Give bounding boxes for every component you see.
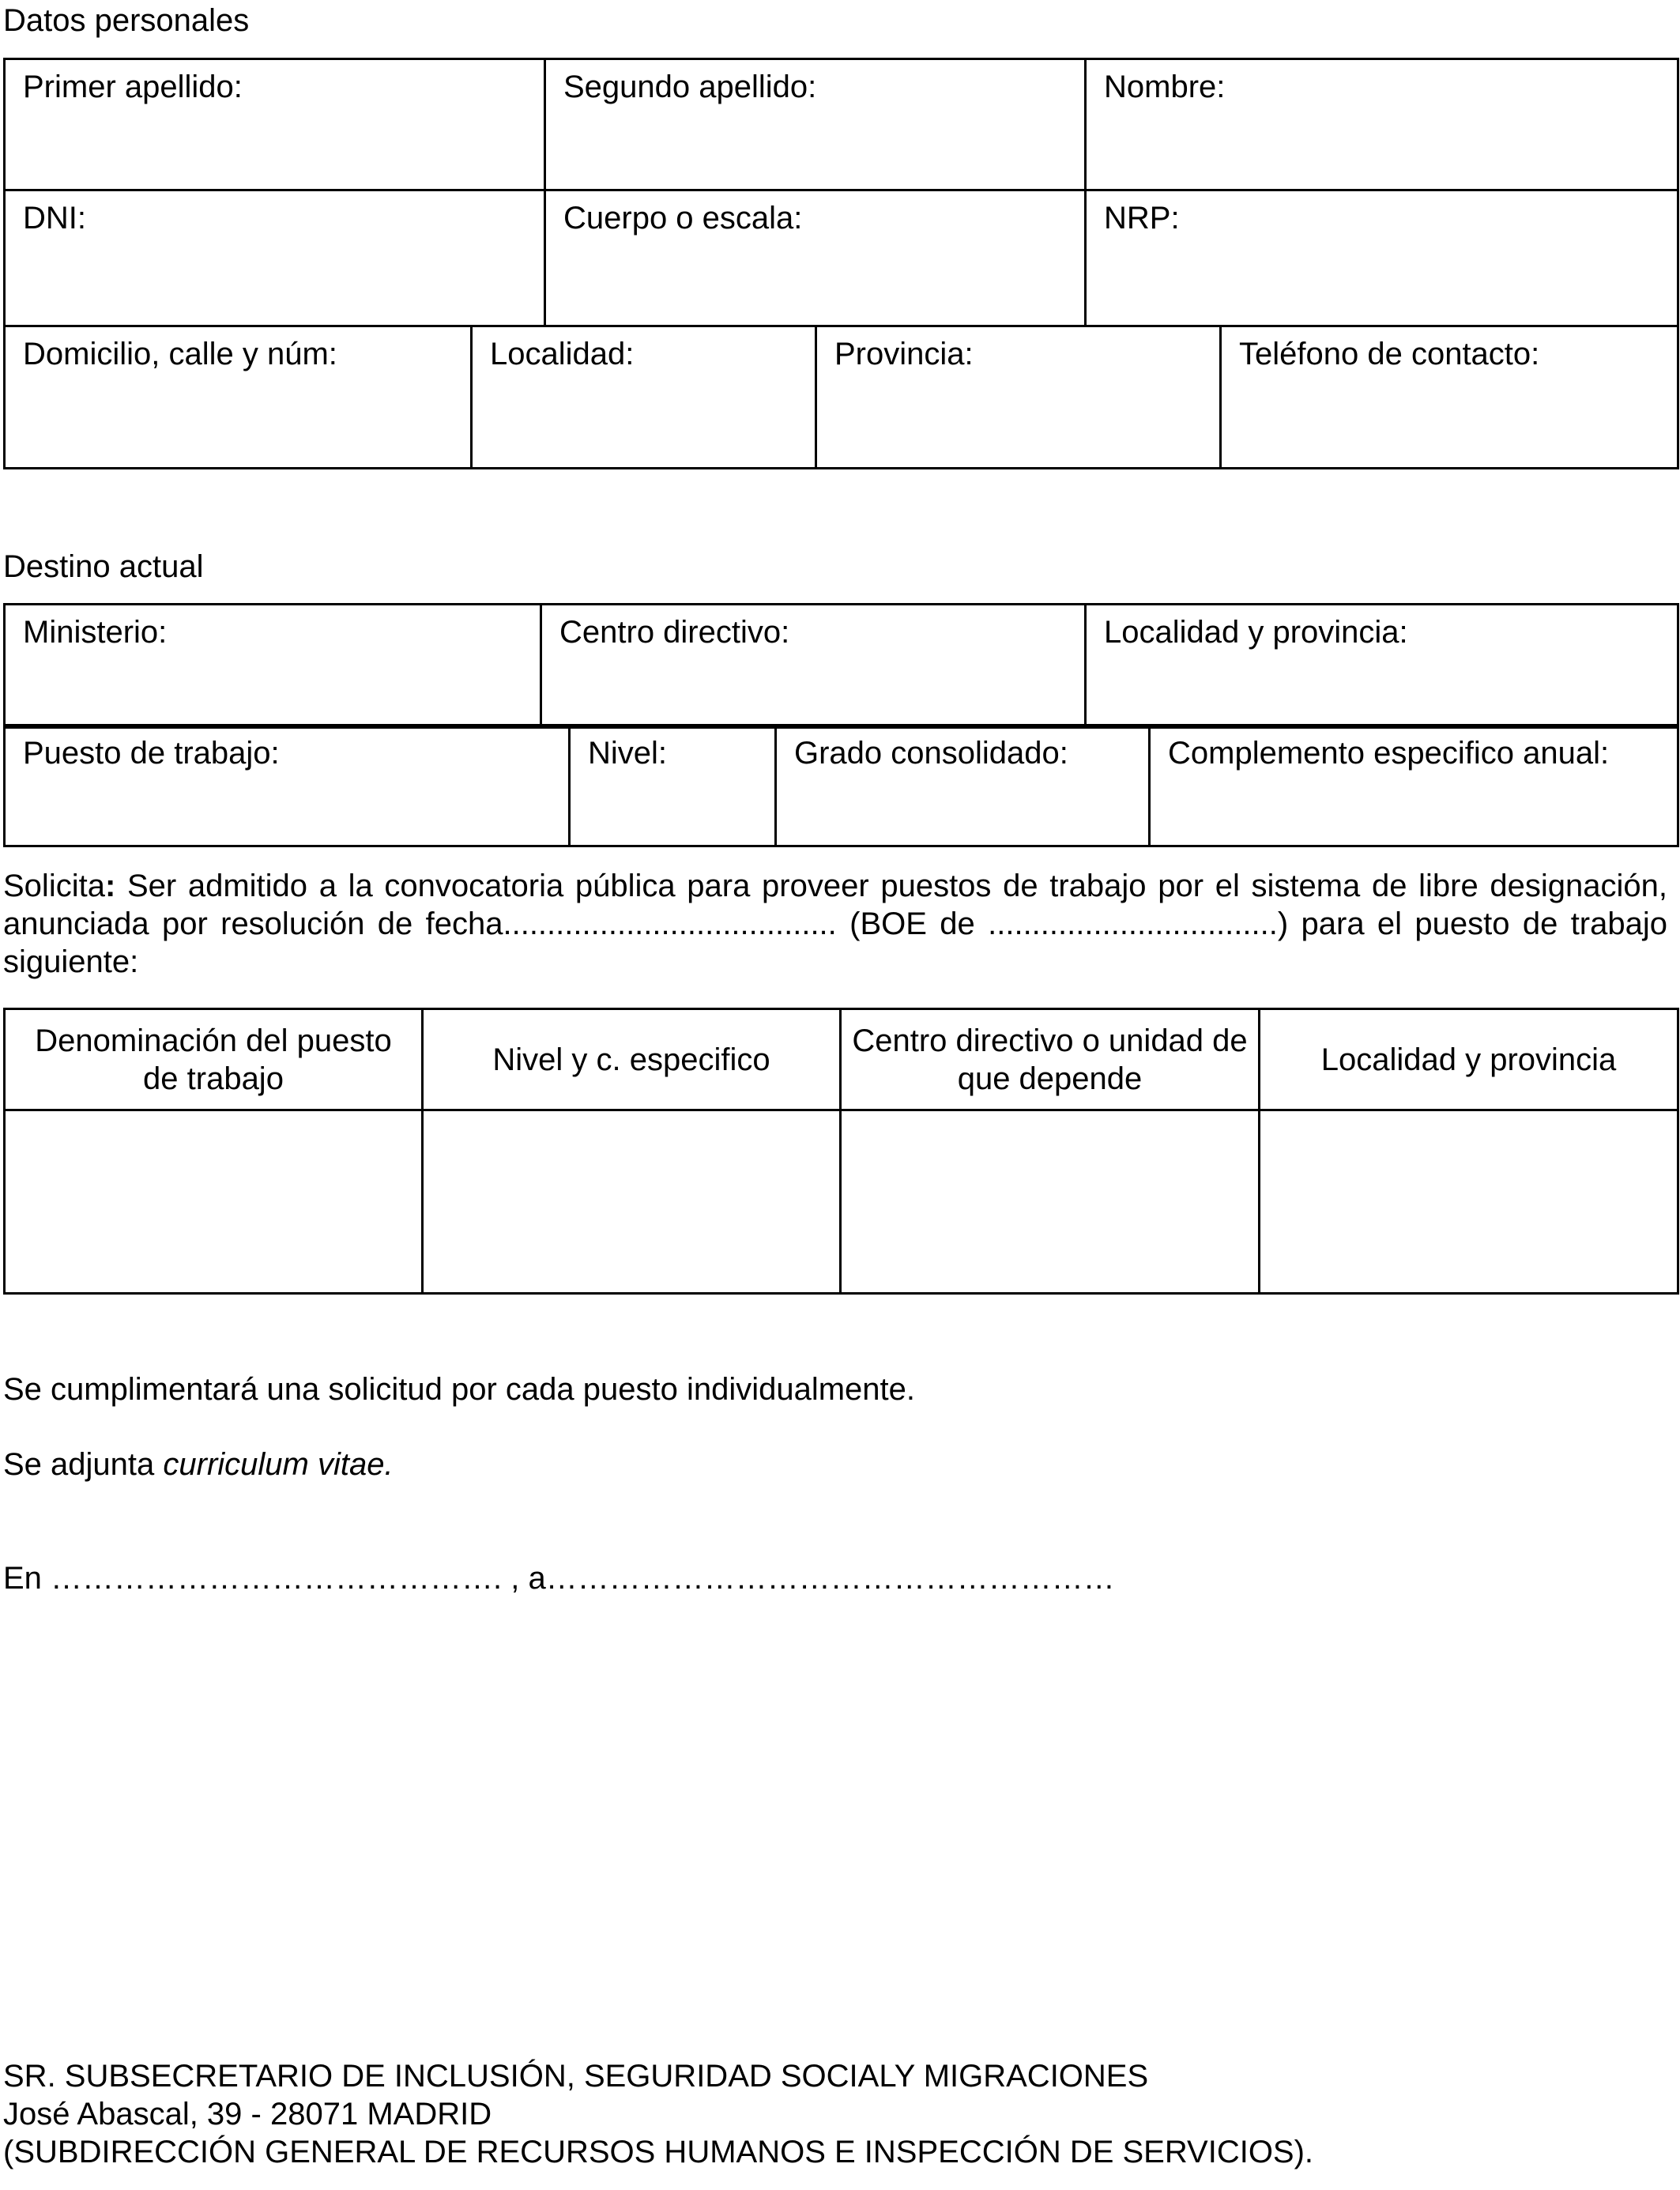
note-adjunta-italic: curriculum vitae. (163, 1447, 394, 1482)
solicita-label: Solicita (3, 869, 105, 903)
fecha-line: En ……………………………………. , a……………………………………………… (3, 1561, 1115, 1596)
field-primer-apellido[interactable]: Primer apellido: (5, 59, 545, 190)
solicita-colon: : (104, 869, 116, 903)
field-provincia[interactable]: Provincia: (816, 326, 1221, 469)
field-telefono[interactable]: Teléfono de contacto: (1221, 326, 1678, 469)
destino-table-1 (3, 603, 1679, 729)
field-complemento-especifico[interactable]: Complemento especifico anual: (1150, 726, 1678, 846)
field-dni[interactable]: DNI: (5, 190, 545, 326)
address-line-1: SR. SUBSECRETARIO DE INCLUSIÓN, SEGURIDAD SOCIALY MIGRACIONES (3, 2059, 1149, 2094)
header-localidad-provincia: Localidad y provincia (1260, 1009, 1678, 1110)
field-nrp[interactable]: NRP: (1086, 190, 1678, 326)
datos-personales-table (3, 58, 1679, 327)
field-centro-directivo[interactable]: Centro directivo: (541, 605, 1086, 728)
input-denominacion[interactable] (5, 1110, 423, 1294)
section-title-destino-actual: Destino actual (3, 549, 204, 584)
header-centro-directivo: Centro directivo o unidad de que depende (841, 1009, 1260, 1110)
field-domicilio[interactable]: Domicilio, calle y núm: (5, 326, 472, 469)
field-puesto-trabajo[interactable]: Puesto de trabajo: (5, 726, 570, 846)
header-nivel-especifico: Nivel y c. especifico (423, 1009, 841, 1110)
field-grado-consolidado[interactable]: Grado consolidado: (776, 726, 1150, 846)
address-line-2: José Abascal, 39 - 28071 MADRID (3, 2097, 492, 2132)
destino-table-2 (3, 724, 1679, 847)
field-nivel[interactable]: Nivel: (570, 726, 776, 846)
address-line-3: (SUBDIRECCIÓN GENERAL DE RECURSOS HUMANOS E INSPECCIÓN DE SERVICIOS). (3, 2135, 1314, 2169)
section-title-datos-personales: Datos personales (3, 3, 250, 38)
field-segundo-apellido[interactable]: Segundo apellido: (545, 59, 1086, 190)
note-adjunta (3, 1446, 394, 1483)
domicilio-table (3, 325, 1679, 469)
solicita-text: Ser admitido a la convocatoria pública para proveer puestos de trabajo por el sistema de libre designación, anunciada por resolución de fecha...................................... (BOE de .................................) para el puesto de trabajo siguiente: (3, 869, 1667, 979)
solicita-paragraph (3, 867, 1667, 981)
note-cumplimentara: Se cumplimentará una solicitud por cada puesto individualmente. (3, 1372, 916, 1407)
field-localidad-provincia[interactable]: Localidad y provincia: (1086, 605, 1678, 728)
header-denominacion: Denominación del puesto de trabajo (5, 1009, 423, 1110)
input-centro-directivo[interactable] (841, 1110, 1260, 1294)
field-nombre[interactable]: Nombre: (1086, 59, 1678, 190)
field-localidad[interactable]: Localidad: (472, 326, 816, 469)
field-cuerpo-escala[interactable]: Cuerpo o escala: (545, 190, 1086, 326)
input-localidad-provincia[interactable] (1260, 1110, 1678, 1294)
input-nivel-especifico[interactable] (423, 1110, 841, 1294)
puesto-solicitado-table (3, 1008, 1679, 1295)
field-ministerio[interactable]: Ministerio: (5, 605, 541, 728)
note-adjunta-prefix: Se adjunta (3, 1447, 164, 1482)
